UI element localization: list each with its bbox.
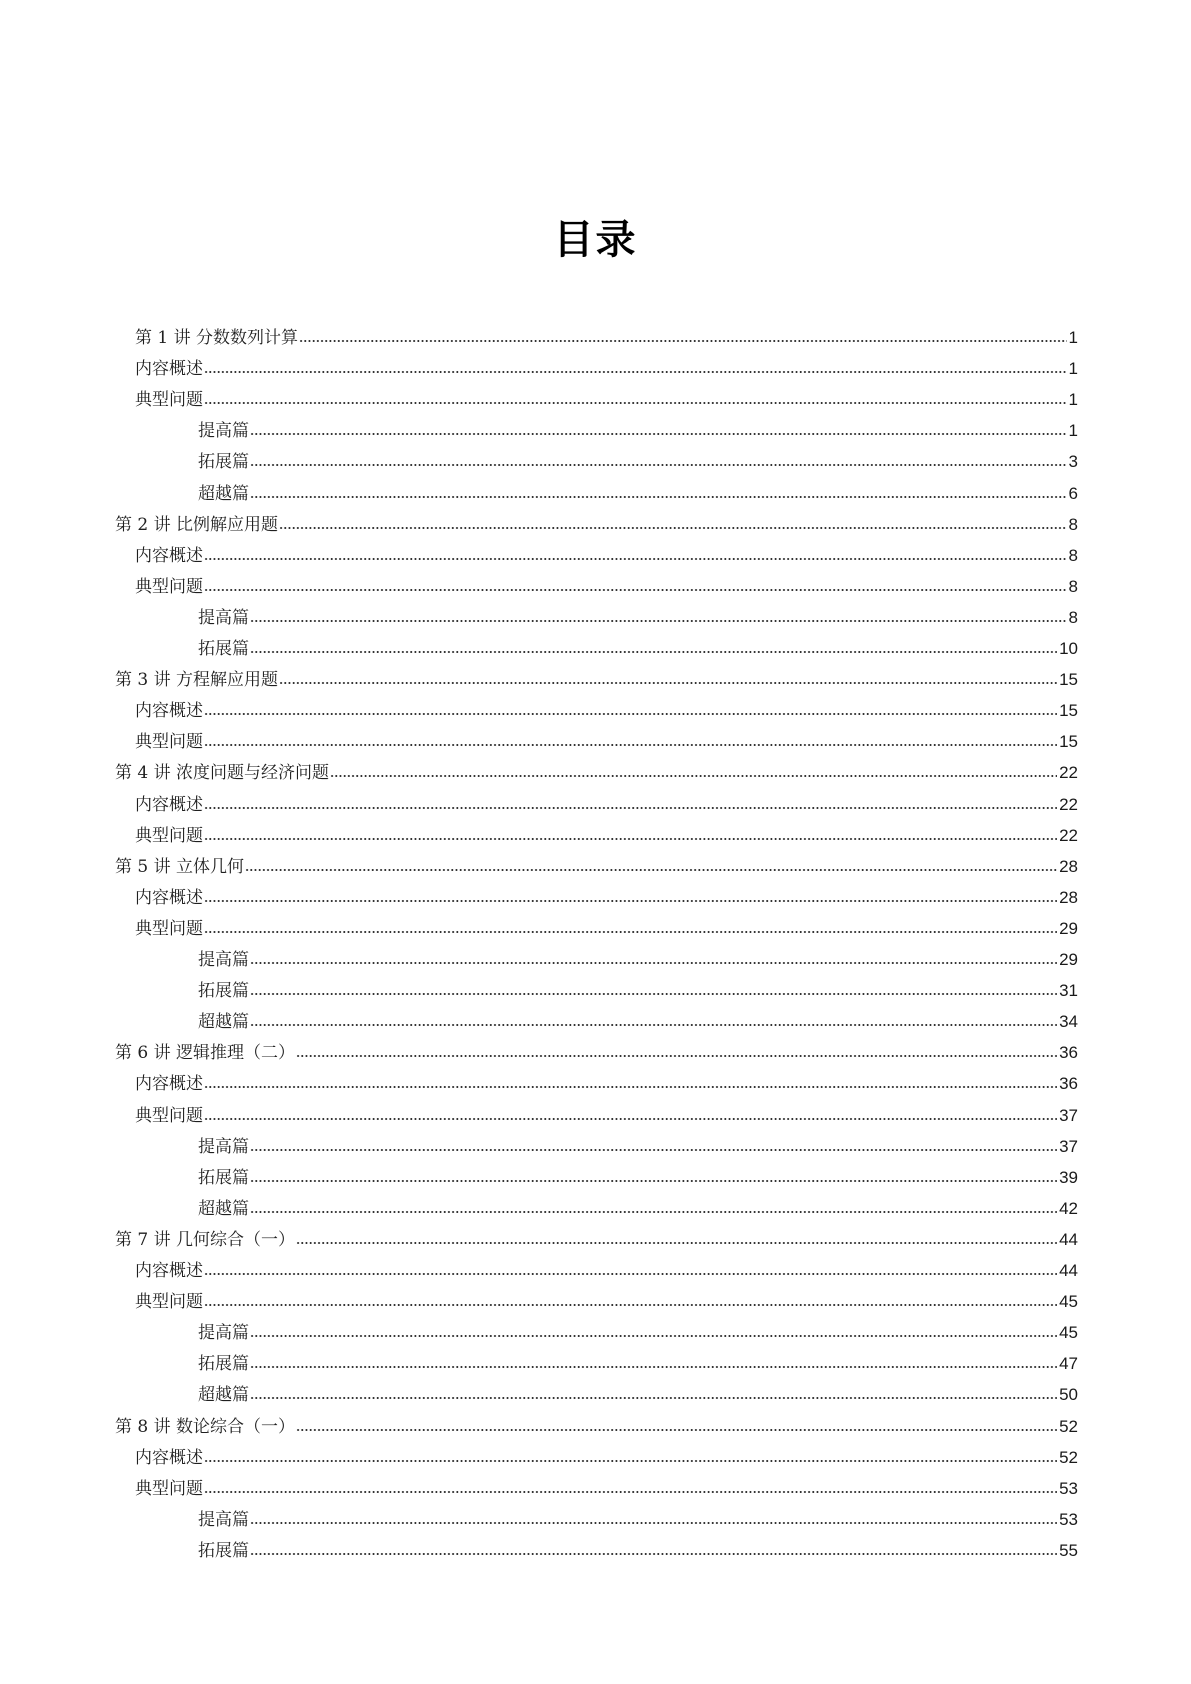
toc-entry-label: 第 4 讲 浓度问题与经济问题 [115, 763, 330, 784]
toc-entry-page-number: 45 [1059, 1292, 1078, 1312]
toc-entry-page-number: 8 [1068, 545, 1078, 565]
toc-entry[interactable] [115, 753, 1078, 784]
toc-entry[interactable] [198, 474, 1078, 505]
toc-entry-label: 拓展篇 [198, 1540, 249, 1561]
toc-entry[interactable] [135, 536, 1078, 567]
dot-leader [204, 929, 1057, 935]
dot-leader [279, 525, 1067, 531]
toc-entry-page-number: 10 [1059, 639, 1078, 658]
toc-entry-label: 超越篇 [198, 483, 249, 504]
toc-entry-page-number: 8 [1068, 607, 1078, 627]
dot-leader [204, 587, 1067, 593]
toc-entry-page-number: 53 [1059, 1478, 1078, 1498]
dot-leader [250, 618, 1067, 624]
toc-entry-page-number: 53 [1059, 1509, 1078, 1529]
toc-entry-label: 第 6 讲 逻辑推理（二） [115, 1043, 296, 1064]
toc-entry-label: 典型问题 [135, 576, 203, 597]
toc-entry-page-number: 55 [1059, 1540, 1078, 1560]
toc-entry-label: 典型问题 [135, 1478, 203, 1499]
dot-leader [250, 494, 1067, 500]
toc-entry-page-number: 29 [1059, 918, 1078, 938]
dot-leader [250, 431, 1067, 437]
toc-entry-page-number: 52 [1059, 1416, 1078, 1436]
toc-entry-page-number: 44 [1059, 1261, 1078, 1280]
toc-entry[interactable] [198, 971, 1078, 1002]
toc-entry-page-number: 39 [1059, 1167, 1078, 1187]
dot-leader [204, 1489, 1057, 1495]
toc-entry[interactable] [198, 1158, 1078, 1189]
toc-entry-label: 典型问题 [135, 825, 203, 846]
dot-leader [296, 1427, 1057, 1433]
toc-entry-label: 超越篇 [198, 1012, 249, 1033]
toc-entry-label: 超越篇 [198, 1385, 249, 1406]
dot-leader [250, 1551, 1057, 1557]
toc-entry[interactable] [135, 909, 1078, 940]
dot-leader [250, 1395, 1057, 1401]
toc-entry[interactable] [198, 1500, 1078, 1531]
toc-entry-page-number: 36 [1059, 1074, 1078, 1094]
toc-entry[interactable] [115, 1407, 1078, 1438]
toc-entry-page-number: 50 [1059, 1385, 1078, 1405]
toc-entry[interactable] [198, 1375, 1078, 1406]
toc-entry[interactable] [135, 785, 1078, 816]
toc-entry-label: 拓展篇 [198, 1354, 249, 1375]
toc-entry[interactable] [198, 598, 1078, 629]
toc-entry-page-number: 15 [1059, 732, 1078, 752]
toc-entry[interactable] [115, 847, 1078, 878]
toc-entry[interactable] [198, 1127, 1078, 1158]
toc-entry-page-number: 36 [1059, 1043, 1078, 1063]
dot-leader [250, 1520, 1057, 1526]
dot-leader [250, 462, 1067, 468]
toc-entry-page-number: 44 [1059, 1229, 1078, 1249]
toc-entry[interactable] [135, 1251, 1078, 1282]
dot-leader [250, 1178, 1057, 1184]
toc-entry[interactable] [198, 1344, 1078, 1375]
toc-entry-label: 内容概述 [135, 359, 203, 380]
toc-entry-page-number: 22 [1059, 794, 1078, 814]
toc-entry[interactable] [115, 660, 1078, 691]
toc-entry-page-number: 45 [1059, 1323, 1078, 1343]
toc-entry-label: 内容概述 [135, 1074, 203, 1095]
toc-entry-page-number: 47 [1059, 1354, 1078, 1374]
dot-leader [250, 1147, 1057, 1153]
toc-entry-label: 提高篇 [198, 950, 249, 970]
toc-entry[interactable] [115, 1220, 1078, 1251]
toc-entry-label: 拓展篇 [198, 981, 249, 1002]
toc-entry-page-number: 34 [1059, 1012, 1078, 1032]
dot-leader [204, 836, 1057, 842]
toc-entry[interactable] [198, 1313, 1078, 1344]
toc-entry-label: 典型问题 [135, 732, 203, 753]
toc-entry[interactable] [135, 380, 1078, 411]
toc-entry-label: 典型问题 [135, 390, 203, 411]
dot-leader [204, 400, 1067, 406]
toc-entry-page-number: 8 [1068, 514, 1078, 534]
dot-leader [204, 1084, 1057, 1090]
toc-entry[interactable] [135, 1438, 1078, 1469]
toc-entry[interactable] [135, 349, 1078, 380]
toc-entry-label: 内容概述 [135, 545, 203, 566]
toc-entry[interactable] [198, 411, 1078, 442]
toc-entry-label: 拓展篇 [198, 452, 249, 473]
toc-entry[interactable] [135, 722, 1078, 753]
toc-entry[interactable] [135, 878, 1078, 909]
toc-entry-page-number: 8 [1068, 576, 1078, 596]
toc-entry-label: 第 3 讲 方程解应用题 [115, 670, 279, 691]
toc-entry[interactable] [198, 1189, 1078, 1220]
toc-entry-label: 提高篇 [198, 1136, 249, 1157]
toc-entry[interactable] [115, 1033, 1078, 1064]
toc-entry-page-number: 15 [1059, 701, 1078, 721]
toc-entry-label: 提高篇 [198, 1323, 249, 1344]
toc-entry-page-number: 15 [1059, 670, 1078, 690]
dot-leader [204, 1271, 1057, 1277]
toc-entry[interactable] [198, 940, 1078, 971]
toc-entry-label: 拓展篇 [198, 639, 249, 659]
toc-entry-page-number: 1 [1068, 421, 1078, 441]
dot-leader [204, 369, 1067, 375]
toc-entry[interactable] [135, 1282, 1078, 1313]
dot-leader [250, 1333, 1057, 1339]
toc-entry[interactable] [198, 1002, 1078, 1033]
dot-leader [250, 1364, 1057, 1370]
toc-entry-label: 第 8 讲 数论综合（一） [115, 1416, 296, 1437]
toc-entry[interactable] [135, 1469, 1078, 1500]
dot-leader [330, 773, 1057, 779]
toc-entry-label: 内容概述 [135, 794, 203, 815]
toc-entry-page-number: 1 [1068, 390, 1078, 410]
toc-entry-label: 提高篇 [198, 1509, 249, 1530]
toc-entry-page-number: 28 [1059, 856, 1078, 876]
toc-entry-page-number: 42 [1059, 1198, 1078, 1218]
toc-entry[interactable] [135, 1064, 1078, 1095]
dot-leader [204, 742, 1057, 748]
dot-leader [204, 1116, 1057, 1122]
toc-entry[interactable] [115, 505, 1078, 536]
toc-entry[interactable] [198, 442, 1078, 473]
dot-leader [250, 649, 1057, 655]
toc-entry-label: 第 1 讲 分数数列计算 [135, 328, 299, 348]
toc-entry-page-number: 1 [1068, 328, 1078, 347]
toc-entry-label: 内容概述 [135, 1261, 203, 1281]
toc-entry[interactable] [135, 1096, 1078, 1127]
toc-entry-label: 提高篇 [198, 421, 249, 442]
toc-entry-label: 内容概述 [135, 701, 203, 722]
dot-leader [296, 1053, 1057, 1059]
toc-entry[interactable] [198, 1531, 1078, 1562]
toc-entry-page-number: 6 [1068, 483, 1078, 503]
dot-leader [204, 556, 1067, 562]
dot-leader [250, 991, 1057, 997]
dot-leader [279, 680, 1057, 686]
toc-entry-label: 典型问题 [135, 1292, 203, 1313]
toc-entry[interactable] [135, 318, 1078, 349]
dot-leader [250, 1209, 1057, 1215]
dot-leader [204, 898, 1057, 904]
toc-entry-label: 典型问题 [135, 918, 203, 939]
toc-entry-label: 典型问题 [135, 1105, 203, 1126]
page-title: 目录 [553, 216, 638, 263]
toc-entry-page-number: 37 [1059, 1136, 1078, 1156]
dot-leader [250, 960, 1057, 966]
toc-entry-label: 内容概述 [135, 1447, 203, 1468]
dot-leader [204, 1302, 1057, 1308]
toc-entry-page-number: 28 [1059, 887, 1078, 907]
toc-entry-label: 内容概述 [135, 887, 203, 908]
dot-leader [245, 867, 1057, 873]
toc-entry-page-number: 31 [1059, 981, 1078, 1001]
toc-entry-label: 超越篇 [198, 1198, 249, 1219]
toc-entry-page-number: 22 [1059, 763, 1078, 783]
dot-leader [204, 711, 1057, 717]
toc-entry[interactable] [135, 567, 1078, 598]
toc-entry-page-number: 22 [1059, 825, 1078, 845]
toc-entry-page-number: 52 [1059, 1447, 1078, 1467]
dot-leader [296, 1240, 1057, 1246]
toc-entry[interactable] [135, 816, 1078, 847]
toc-entry-page-number: 3 [1068, 452, 1078, 472]
dot-leader [204, 1458, 1057, 1464]
toc-entry-label: 第 7 讲 几何综合（一） [115, 1229, 296, 1250]
toc-entry-label: 拓展篇 [198, 1167, 249, 1188]
toc-entry-page-number: 1 [1068, 359, 1078, 379]
toc-entry[interactable] [198, 629, 1078, 660]
dot-leader [299, 338, 1067, 344]
dot-leader [250, 1022, 1057, 1028]
toc-entry[interactable] [135, 691, 1078, 722]
toc-entry-label: 第 5 讲 立体几何 [115, 856, 245, 877]
toc-entry-page-number: 29 [1059, 950, 1078, 969]
toc-entry-page-number: 37 [1059, 1105, 1078, 1125]
toc-entry-label: 第 2 讲 比例解应用题 [115, 514, 279, 535]
toc-entry-label: 提高篇 [198, 607, 249, 628]
dot-leader [204, 805, 1057, 811]
